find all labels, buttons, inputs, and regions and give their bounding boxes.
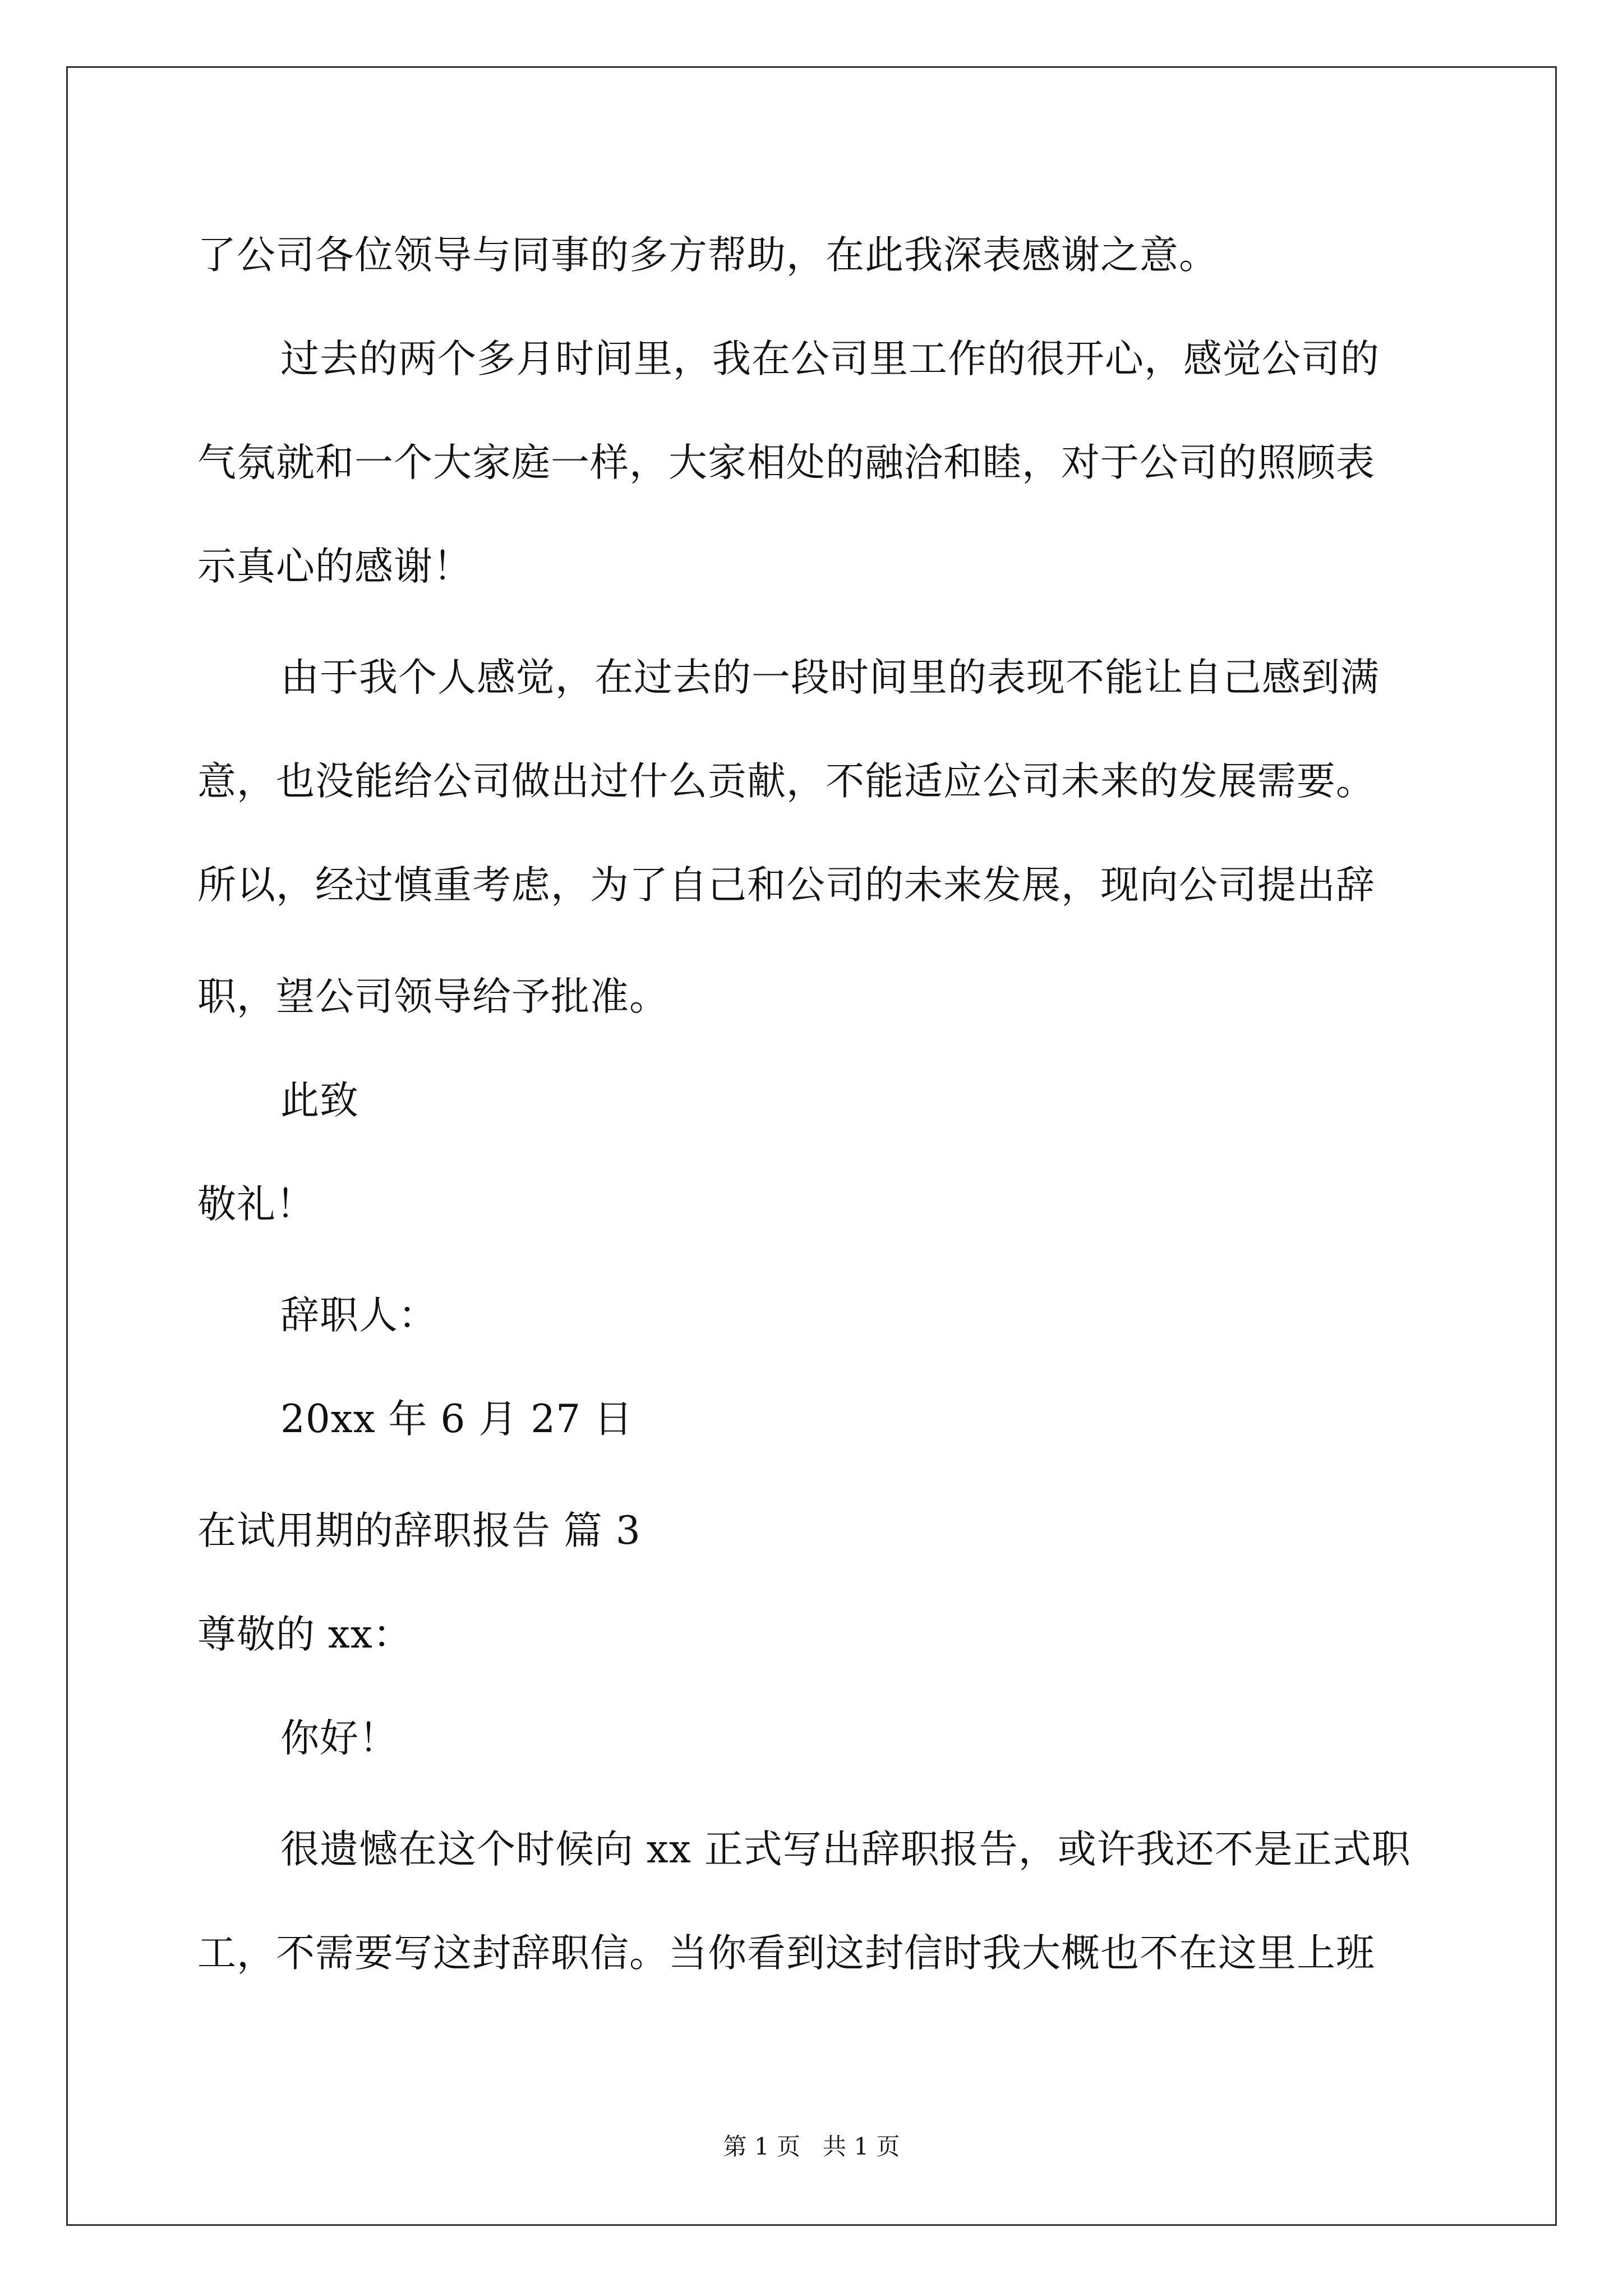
paragraph-line: 所以，经过慎重考虑，为了自己和公司的未来发展，现向公司提出辞 bbox=[197, 863, 1375, 908]
paragraph-line: 由于我个人感觉，在过去的一段时间里的表现不能让自己感到满 bbox=[280, 655, 1380, 700]
paragraph-line: 职，望公司领导给予批准。 bbox=[197, 974, 668, 1019]
paragraph-line: 气氛就和一个大家庭一样，大家相处的融洽和睦，对于公司的照顾表 bbox=[197, 440, 1375, 485]
closing-line: 敬礼！ bbox=[197, 1182, 315, 1227]
signature-label: 辞职人： bbox=[280, 1293, 437, 1338]
page-border bbox=[66, 66, 1557, 2226]
paragraph-line: 很遗憾在这个时候向 xx 正式写出辞职报告，或许我还不是正式职 bbox=[280, 1827, 1411, 1872]
paragraph-line: 示真心的感谢！ bbox=[197, 544, 472, 589]
salutation-line: 此致 bbox=[280, 1078, 359, 1123]
paragraph-line: 过去的两个多月时间里，我在公司里工作的很开心，感觉公司的 bbox=[280, 337, 1380, 381]
paragraph-line: 了公司各位领导与同事的多方帮助，在此我深表感谢之意。 bbox=[197, 233, 1218, 278]
greeting-line: 尊敬的 xx： bbox=[197, 1612, 412, 1657]
paragraph-line: 意，也没能给公司做出过什么贡献，不能适应公司未来的发展需要。 bbox=[197, 759, 1375, 804]
paragraph-line: 工，不需要写这封辞职信。当你看到这封信时我大概也不在这里上班 bbox=[197, 1931, 1375, 1976]
page-footer: 第 1 页 共 1 页 bbox=[723, 2133, 900, 2160]
section-heading: 在试用期的辞职报告 篇 3 bbox=[197, 1508, 641, 1553]
greeting-line: 你好！ bbox=[280, 1716, 398, 1761]
date-line: 20xx 年 6 月 27 日 bbox=[280, 1397, 633, 1442]
